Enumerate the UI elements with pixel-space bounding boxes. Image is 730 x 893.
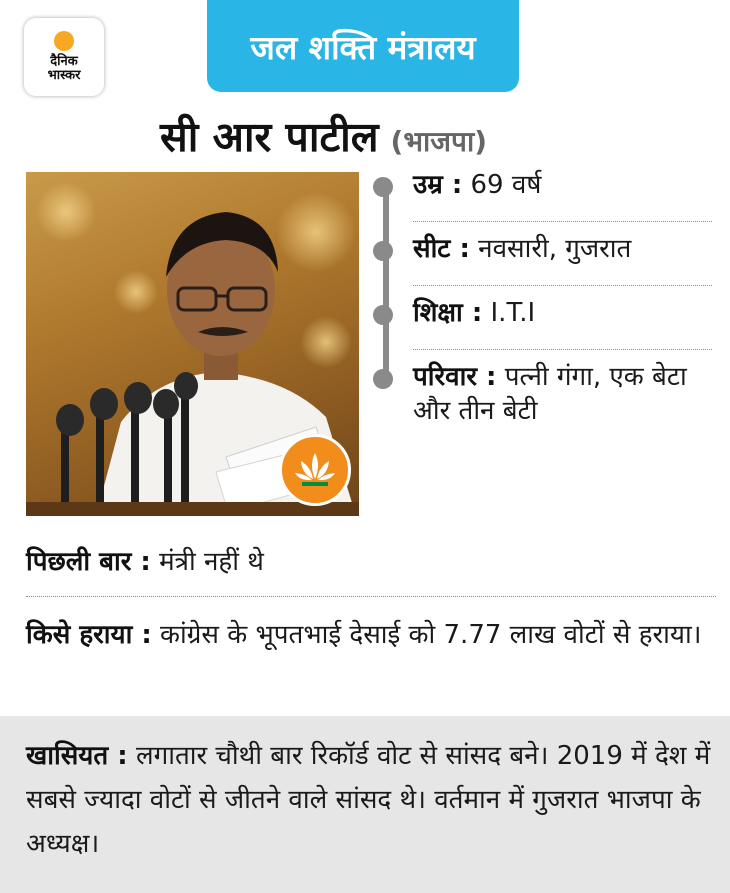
fact-age-label: उम्र : xyxy=(413,170,463,200)
fact-family-value: पत्नी गंगा, एक बेटा और तीन बेटी xyxy=(413,362,687,426)
specialty-label: खासियत : xyxy=(26,741,128,771)
fact-seat-value: नवसारी, गुजरात xyxy=(478,234,632,264)
party-badge xyxy=(279,434,351,506)
minister-name: सी आर पाटील xyxy=(160,113,379,161)
fact-family xyxy=(372,360,712,428)
bullet-icon xyxy=(373,305,393,325)
minister-photo xyxy=(26,172,359,516)
facts-list xyxy=(372,168,712,428)
specialty-section xyxy=(26,734,716,866)
minister-heading xyxy=(160,108,487,164)
fact-education-label: शिक्षा : xyxy=(413,298,483,328)
defeated-section xyxy=(26,617,716,654)
defeated-value: कांग्रेस के भूपतभाई देसाई को 7.77 लाख वोटों से हराया। xyxy=(160,620,702,650)
fact-education xyxy=(372,296,712,340)
bullet-icon xyxy=(373,369,393,389)
last-time-value: मंत्री नहीं थे xyxy=(159,547,264,577)
fact-family-label: परिवार : xyxy=(413,362,497,392)
divider xyxy=(413,285,712,286)
fact-seat-label: सीट : xyxy=(413,234,470,264)
bullet-icon xyxy=(373,241,393,261)
lotus-icon xyxy=(292,447,338,493)
divider xyxy=(413,349,712,350)
dainik-bhaskar-logo xyxy=(24,18,104,96)
bullet-icon xyxy=(373,177,393,197)
logo-line-1: दैनिक xyxy=(50,54,78,69)
last-time-section xyxy=(26,544,716,581)
fact-seat xyxy=(372,232,712,276)
logo-line-2: भास्कर xyxy=(47,68,81,83)
party-name: (भाजपा) xyxy=(390,125,488,158)
fact-age-value: 69 वर्ष xyxy=(470,170,542,200)
fact-education-value: I.T.I xyxy=(490,298,536,328)
divider xyxy=(413,221,712,222)
logo-sun-icon xyxy=(54,31,74,51)
defeated-label: किसे हराया : xyxy=(26,620,152,650)
specialty-panel xyxy=(0,716,730,893)
last-time-label: पिछली बार : xyxy=(26,547,151,577)
fact-age xyxy=(372,168,712,212)
specialty-value: लगातार चौथी बार रिकॉर्ड वोट से सांसद बने। 2019 में देश में सबसे ज्यादा वोटों से जीतने वाले सांसद थे। वर्तमान में गुजरात भाजपा के अध्यक्ष। xyxy=(26,741,711,859)
divider xyxy=(26,596,716,597)
ministry-banner: जल शक्ति मंत्रालय xyxy=(207,0,519,92)
